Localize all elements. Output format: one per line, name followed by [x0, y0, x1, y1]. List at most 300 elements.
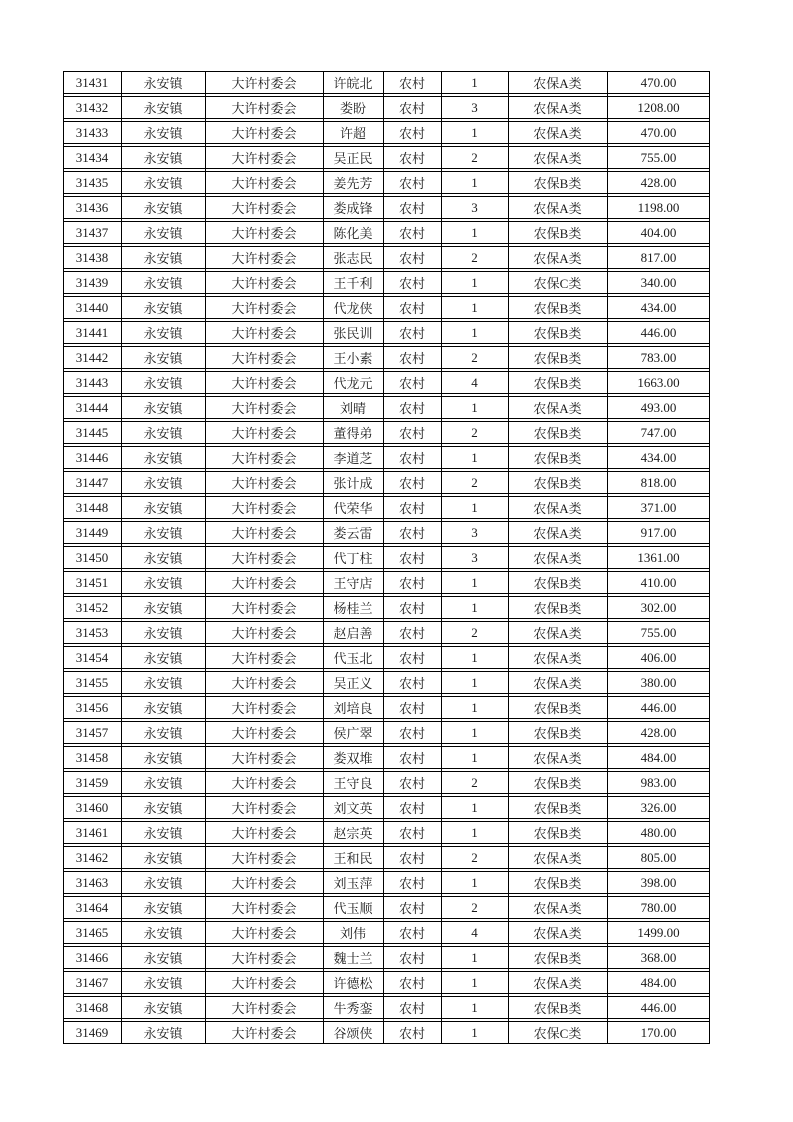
cell-record-id: 31445	[75, 424, 109, 440]
cell-insurance-category: 农保A类	[533, 626, 582, 641]
cell-town: 永安镇	[143, 351, 183, 366]
table-row	[63, 996, 710, 1019]
cell-person-name: 许德松	[333, 976, 373, 991]
cell-town: 永安镇	[143, 376, 183, 391]
cell-record-id: 31461	[75, 824, 109, 840]
cell-town: 永安镇	[143, 1001, 183, 1016]
cell-amount: 805.00	[640, 849, 677, 865]
cell-residence-type: 农村	[398, 351, 425, 366]
cell-record-id: 31462	[75, 849, 109, 865]
table-row	[63, 96, 710, 119]
cell-town: 永安镇	[143, 451, 183, 466]
cell-person-name: 刘文英	[333, 801, 373, 816]
cell-person-name: 赵启善	[333, 626, 373, 641]
table-row	[63, 646, 710, 669]
table-row	[63, 796, 710, 819]
cell-amount: 1499.00	[637, 924, 680, 940]
cell-person-count: 2	[471, 349, 478, 365]
cell-residence-type: 农村	[398, 501, 425, 516]
cell-insurance-category: 农保B类	[533, 876, 582, 891]
cell-record-id: 31468	[75, 999, 109, 1015]
cell-record-id: 31464	[75, 899, 109, 915]
cell-residence-type: 农村	[398, 826, 425, 841]
cell-person-name: 张志民	[333, 251, 373, 266]
cell-town: 永安镇	[143, 176, 183, 191]
cell-town: 永安镇	[143, 826, 183, 841]
cell-insurance-category: 农保A类	[533, 501, 582, 516]
cell-person-name: 赵宗英	[333, 826, 373, 841]
cell-record-id: 31433	[75, 124, 109, 140]
cell-insurance-category: 农保B类	[533, 376, 582, 391]
cell-residence-type: 农村	[398, 651, 425, 666]
cell-amount: 1208.00	[637, 99, 680, 115]
cell-town: 永安镇	[143, 401, 183, 416]
cell-insurance-category: 农保A类	[533, 976, 582, 991]
cell-village: 大许村委会	[231, 201, 297, 216]
cell-amount: 446.00	[640, 999, 677, 1015]
cell-person-name: 王守良	[333, 776, 373, 791]
table-row	[63, 846, 710, 869]
cell-person-count: 1	[471, 974, 478, 990]
cell-insurance-category: 农保B类	[533, 826, 582, 841]
cell-village: 大许村委会	[231, 501, 297, 516]
table-row	[63, 596, 710, 619]
cell-record-id: 31460	[75, 799, 109, 815]
cell-amount: 1663.00	[637, 374, 680, 390]
table-row	[63, 296, 710, 319]
cell-amount: 755.00	[640, 149, 677, 165]
cell-person-name: 吴正义	[333, 676, 373, 691]
cell-insurance-category: 农保A类	[533, 851, 582, 866]
cell-town: 永安镇	[143, 226, 183, 241]
cell-residence-type: 农村	[398, 576, 425, 591]
cell-town: 永安镇	[143, 626, 183, 641]
cell-person-count: 2	[471, 624, 478, 640]
cell-village: 大许村委会	[231, 926, 297, 941]
cell-insurance-category: 农保A类	[533, 926, 582, 941]
cell-person-count: 1	[471, 999, 478, 1015]
cell-town: 永安镇	[143, 876, 183, 891]
cell-town: 永安镇	[143, 1026, 183, 1041]
cell-town: 永安镇	[143, 201, 183, 216]
cell-amount: 406.00	[640, 649, 677, 665]
cell-village: 大许村委会	[231, 76, 297, 91]
cell-record-id: 31451	[75, 574, 109, 590]
cell-village: 大许村委会	[231, 1026, 297, 1041]
cell-town: 永安镇	[143, 101, 183, 116]
table-row	[63, 546, 710, 569]
cell-record-id: 31439	[75, 274, 109, 290]
cell-person-count: 4	[471, 374, 478, 390]
cell-residence-type: 农村	[398, 626, 425, 641]
cell-residence-type: 农村	[398, 151, 425, 166]
cell-residence-type: 农村	[398, 551, 425, 566]
cell-town: 永安镇	[143, 701, 183, 716]
table-row	[63, 871, 710, 894]
cell-residence-type: 农村	[398, 451, 425, 466]
cell-record-id: 31457	[75, 724, 109, 740]
cell-amount: 983.00	[640, 774, 677, 790]
cell-residence-type: 农村	[398, 426, 425, 441]
cell-village: 大许村委会	[231, 426, 297, 441]
cell-amount: 371.00	[640, 499, 677, 515]
cell-record-id: 31440	[75, 299, 109, 315]
cell-village: 大许村委会	[231, 976, 297, 991]
cell-person-count: 2	[471, 849, 478, 865]
cell-record-id: 31449	[75, 524, 109, 540]
cell-amount: 1198.00	[637, 199, 680, 215]
cell-person-name: 李道芝	[333, 451, 373, 466]
cell-person-name: 侯广翠	[333, 726, 373, 741]
cell-insurance-category: 农保A类	[533, 526, 582, 541]
cell-amount: 484.00	[640, 974, 677, 990]
cell-amount: 410.00	[640, 574, 677, 590]
cell-insurance-category: 农保A类	[533, 901, 582, 916]
cell-record-id: 31444	[75, 399, 109, 415]
cell-residence-type: 农村	[398, 601, 425, 616]
cell-residence-type: 农村	[398, 101, 425, 116]
cell-town: 永安镇	[143, 151, 183, 166]
table-row	[63, 146, 710, 169]
cell-record-id: 31442	[75, 349, 109, 365]
table-row	[63, 421, 710, 444]
cell-village: 大许村委会	[231, 151, 297, 166]
cell-person-name: 姜先芳	[333, 176, 373, 191]
cell-person-count: 1	[471, 224, 478, 240]
cell-village: 大许村委会	[231, 901, 297, 916]
cell-village: 大许村委会	[231, 626, 297, 641]
table-row	[63, 771, 710, 794]
cell-residence-type: 农村	[398, 201, 425, 216]
cell-village: 大许村委会	[231, 551, 297, 566]
cell-record-id: 31466	[75, 949, 109, 965]
cell-person-count: 1	[471, 799, 478, 815]
cell-record-id: 31435	[75, 174, 109, 190]
table-row	[63, 196, 710, 219]
cell-person-name: 代玉顺	[333, 901, 373, 916]
cell-village: 大许村委会	[231, 451, 297, 466]
cell-amount: 917.00	[640, 524, 677, 540]
cell-record-id: 31447	[75, 474, 109, 490]
cell-village: 大许村委会	[231, 476, 297, 491]
cell-residence-type: 农村	[398, 776, 425, 791]
cell-record-id: 31454	[75, 649, 109, 665]
cell-person-name: 代荣华	[333, 501, 373, 516]
cell-village: 大许村委会	[231, 526, 297, 541]
cell-record-id: 31459	[75, 774, 109, 790]
cell-record-id: 31438	[75, 249, 109, 265]
cell-residence-type: 农村	[398, 1001, 425, 1016]
cell-town: 永安镇	[143, 651, 183, 666]
cell-residence-type: 农村	[398, 401, 425, 416]
cell-person-name: 刘晴	[339, 401, 366, 416]
cell-town: 永安镇	[143, 76, 183, 91]
cell-amount: 747.00	[640, 424, 677, 440]
cell-residence-type: 农村	[398, 176, 425, 191]
table-row	[63, 821, 710, 844]
cell-insurance-category: 农保A类	[533, 676, 582, 691]
cell-person-name: 杨桂兰	[333, 601, 373, 616]
cell-residence-type: 农村	[398, 926, 425, 941]
cell-residence-type: 农村	[398, 276, 425, 291]
cell-insurance-category: 农保B类	[533, 426, 582, 441]
table-row	[63, 446, 710, 469]
cell-person-name: 刘玉萍	[333, 876, 373, 891]
cell-residence-type: 农村	[398, 801, 425, 816]
table-row	[63, 621, 710, 644]
cell-town: 永安镇	[143, 476, 183, 491]
cell-person-count: 1	[471, 824, 478, 840]
table-row	[63, 471, 710, 494]
cell-record-id: 31436	[75, 199, 109, 215]
cell-amount: 780.00	[640, 899, 677, 915]
cell-amount: 404.00	[640, 224, 677, 240]
cell-residence-type: 农村	[398, 851, 425, 866]
cell-person-count: 1	[471, 749, 478, 765]
table-row	[63, 321, 710, 344]
cell-record-id: 31458	[75, 749, 109, 765]
cell-person-count: 1	[471, 1024, 478, 1040]
cell-residence-type: 农村	[398, 726, 425, 741]
cell-record-id: 31469	[75, 1024, 109, 1040]
cell-insurance-category: 农保B类	[533, 176, 582, 191]
cell-insurance-category: 农保A类	[533, 751, 582, 766]
cell-insurance-category: 农保A类	[533, 76, 582, 91]
cell-residence-type: 农村	[398, 376, 425, 391]
cell-amount: 493.00	[640, 399, 677, 415]
cell-village: 大许村委会	[231, 126, 297, 141]
cell-village: 大许村委会	[231, 101, 297, 116]
cell-person-name: 刘培良	[333, 701, 373, 716]
table-row	[63, 1021, 710, 1044]
table-row	[63, 896, 710, 919]
cell-town: 永安镇	[143, 526, 183, 541]
table-row	[63, 71, 710, 94]
cell-record-id: 31455	[75, 674, 109, 690]
cell-amount: 817.00	[640, 249, 677, 265]
cell-insurance-category: 农保A类	[533, 126, 582, 141]
cell-residence-type: 农村	[398, 226, 425, 241]
cell-amount: 428.00	[640, 174, 677, 190]
cell-person-name: 娄双堆	[333, 751, 373, 766]
cell-town: 永安镇	[143, 976, 183, 991]
cell-person-name: 吴正民	[333, 151, 373, 166]
cell-residence-type: 农村	[398, 951, 425, 966]
table-row	[63, 921, 710, 944]
cell-insurance-category: 农保B类	[533, 1001, 582, 1016]
cell-person-count: 1	[471, 174, 478, 190]
table-row	[63, 271, 710, 294]
cell-town: 永安镇	[143, 951, 183, 966]
cell-person-count: 1	[471, 649, 478, 665]
cell-village: 大许村委会	[231, 376, 297, 391]
cell-village: 大许村委会	[231, 651, 297, 666]
cell-residence-type: 农村	[398, 751, 425, 766]
cell-person-name: 董得弟	[333, 426, 373, 441]
cell-town: 永安镇	[143, 251, 183, 266]
cell-residence-type: 农村	[398, 701, 425, 716]
cell-insurance-category: 农保A类	[533, 101, 582, 116]
cell-person-count: 2	[471, 899, 478, 915]
cell-record-id: 31453	[75, 624, 109, 640]
cell-village: 大许村委会	[231, 326, 297, 341]
cell-town: 永安镇	[143, 426, 183, 441]
cell-amount: 480.00	[640, 824, 677, 840]
cell-amount: 818.00	[640, 474, 677, 490]
cell-person-name: 代丁柱	[333, 551, 373, 566]
cell-town: 永安镇	[143, 926, 183, 941]
cell-person-count: 1	[471, 724, 478, 740]
cell-village: 大许村委会	[231, 1001, 297, 1016]
cell-insurance-category: 农保A类	[533, 401, 582, 416]
cell-person-count: 3	[471, 199, 478, 215]
cell-village: 大许村委会	[231, 851, 297, 866]
cell-residence-type: 农村	[398, 476, 425, 491]
cell-insurance-category: 农保A类	[533, 201, 582, 216]
cell-person-name: 张计成	[333, 476, 373, 491]
cell-person-name: 代龙元	[333, 376, 373, 391]
cell-person-count: 2	[471, 149, 478, 165]
table-row	[63, 346, 710, 369]
cell-record-id: 31432	[75, 99, 109, 115]
table-row	[63, 396, 710, 419]
cell-village: 大许村委会	[231, 776, 297, 791]
cell-insurance-category: 农保A类	[533, 251, 582, 266]
table-row	[63, 946, 710, 969]
cell-person-count: 1	[471, 299, 478, 315]
cell-town: 永安镇	[143, 901, 183, 916]
cell-person-count: 1	[471, 399, 478, 415]
cell-amount: 434.00	[640, 299, 677, 315]
records-table	[63, 71, 710, 1044]
table-row	[63, 746, 710, 769]
cell-amount: 340.00	[640, 274, 677, 290]
cell-insurance-category: 农保B类	[533, 776, 582, 791]
cell-person-count: 2	[471, 249, 478, 265]
cell-town: 永安镇	[143, 601, 183, 616]
cell-record-id: 31446	[75, 449, 109, 465]
cell-person-count: 1	[471, 449, 478, 465]
cell-village: 大许村委会	[231, 876, 297, 891]
table-row	[63, 971, 710, 994]
cell-village: 大许村委会	[231, 601, 297, 616]
cell-insurance-category: 农保B类	[533, 301, 582, 316]
cell-person-count: 1	[471, 699, 478, 715]
cell-insurance-category: 农保A类	[533, 151, 582, 166]
table-row	[63, 496, 710, 519]
cell-insurance-category: 农保B类	[533, 326, 582, 341]
cell-record-id: 31443	[75, 374, 109, 390]
cell-person-name: 王和民	[333, 851, 373, 866]
cell-insurance-category: 农保B类	[533, 801, 582, 816]
table-row	[63, 171, 710, 194]
table-row	[63, 696, 710, 719]
cell-amount: 484.00	[640, 749, 677, 765]
cell-person-name: 娄盼	[339, 101, 366, 116]
cell-village: 大许村委会	[231, 726, 297, 741]
cell-record-id: 31431	[75, 74, 109, 90]
cell-town: 永安镇	[143, 501, 183, 516]
cell-insurance-category: 农保B类	[533, 701, 582, 716]
cell-village: 大许村委会	[231, 401, 297, 416]
cell-residence-type: 农村	[398, 901, 425, 916]
cell-town: 永安镇	[143, 726, 183, 741]
cell-village: 大许村委会	[231, 951, 297, 966]
cell-insurance-category: 农保B类	[533, 576, 582, 591]
cell-person-count: 1	[471, 124, 478, 140]
cell-village: 大许村委会	[231, 801, 297, 816]
cell-record-id: 31463	[75, 874, 109, 890]
cell-person-count: 2	[471, 474, 478, 490]
cell-insurance-category: 农保B类	[533, 601, 582, 616]
cell-insurance-category: 农保A类	[533, 551, 582, 566]
cell-person-name: 刘伟	[339, 926, 366, 941]
cell-insurance-category: 农保B类	[533, 451, 582, 466]
cell-record-id: 31467	[75, 974, 109, 990]
cell-record-id: 31450	[75, 549, 109, 565]
table-row	[63, 671, 710, 694]
cell-person-name: 许超	[339, 126, 366, 141]
cell-person-count: 1	[471, 274, 478, 290]
cell-village: 大许村委会	[231, 176, 297, 191]
cell-insurance-category: 农保B类	[533, 726, 582, 741]
cell-person-count: 3	[471, 549, 478, 565]
table-row	[63, 221, 710, 244]
cell-amount: 446.00	[640, 324, 677, 340]
cell-person-count: 1	[471, 949, 478, 965]
cell-village: 大许村委会	[231, 301, 297, 316]
cell-town: 永安镇	[143, 801, 183, 816]
cell-person-name: 魏士兰	[333, 951, 373, 966]
table-row	[63, 246, 710, 269]
cell-insurance-category: 农保A类	[533, 651, 582, 666]
cell-record-id: 31437	[75, 224, 109, 240]
cell-insurance-category: 农保B类	[533, 351, 582, 366]
cell-person-count: 3	[471, 99, 478, 115]
cell-amount: 470.00	[640, 124, 677, 140]
table-row	[63, 121, 710, 144]
table-row	[63, 371, 710, 394]
cell-village: 大许村委会	[231, 826, 297, 841]
cell-record-id: 31434	[75, 149, 109, 165]
cell-residence-type: 农村	[398, 251, 425, 266]
cell-village: 大许村委会	[231, 676, 297, 691]
cell-person-count: 2	[471, 424, 478, 440]
cell-person-count: 1	[471, 499, 478, 515]
cell-amount: 446.00	[640, 699, 677, 715]
cell-person-name: 王小素	[333, 351, 373, 366]
cell-amount: 755.00	[640, 624, 677, 640]
cell-insurance-category: 农保B类	[533, 226, 582, 241]
cell-insurance-category: 农保C类	[533, 1026, 582, 1041]
cell-residence-type: 农村	[398, 526, 425, 541]
cell-town: 永安镇	[143, 851, 183, 866]
cell-amount: 428.00	[640, 724, 677, 740]
cell-record-id: 31441	[75, 324, 109, 340]
cell-person-count: 1	[471, 599, 478, 615]
cell-residence-type: 农村	[398, 301, 425, 316]
cell-village: 大许村委会	[231, 351, 297, 366]
cell-person-name: 王千利	[333, 276, 373, 291]
cell-amount: 434.00	[640, 449, 677, 465]
cell-record-id: 31448	[75, 499, 109, 515]
cell-person-count: 3	[471, 524, 478, 540]
cell-town: 永安镇	[143, 751, 183, 766]
cell-town: 永安镇	[143, 301, 183, 316]
cell-town: 永安镇	[143, 576, 183, 591]
cell-insurance-category: 农保B类	[533, 476, 582, 491]
cell-person-count: 1	[471, 874, 478, 890]
